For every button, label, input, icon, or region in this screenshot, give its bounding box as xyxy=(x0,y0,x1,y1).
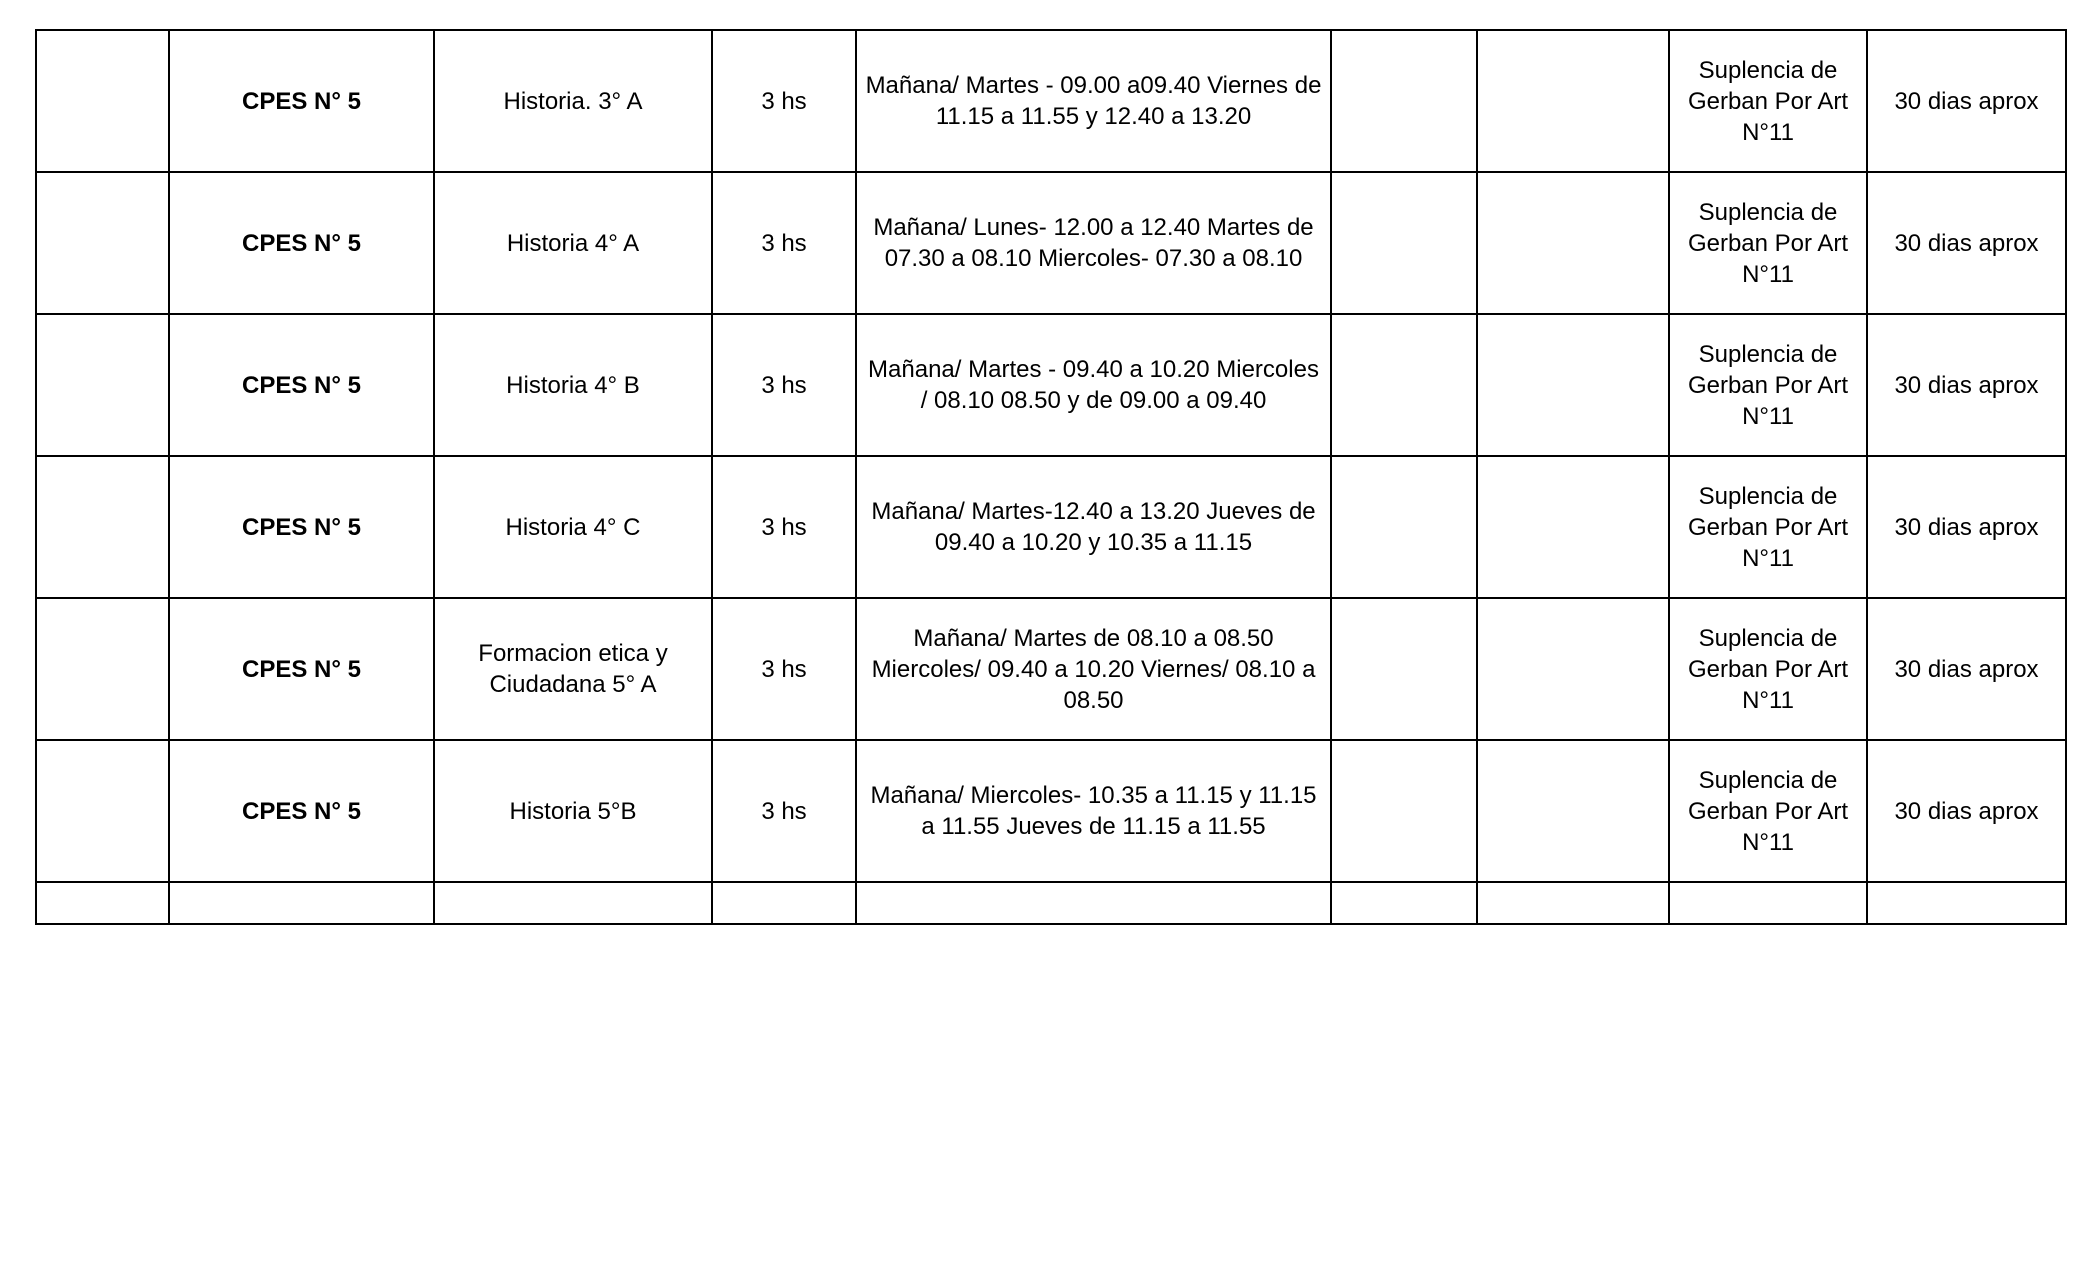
table-row xyxy=(36,172,2066,314)
empty-cell xyxy=(36,30,169,172)
empty-cell xyxy=(36,882,169,924)
empty-cell xyxy=(1867,882,2066,924)
hours-cell: 3 hs xyxy=(712,30,856,172)
table-row xyxy=(36,30,2066,172)
empty-row xyxy=(36,882,2066,924)
reason-cell: Suplencia de Gerban Por Art N°11 xyxy=(1669,598,1867,740)
schedule-cell: Mañana/ Martes - 09.00 a09.40 Viernes de 11.15 a 11.55 y 12.40 a 13.20 xyxy=(856,30,1331,172)
duration-cell: 30 dias aprox xyxy=(1867,456,2066,598)
empty-cell xyxy=(1331,172,1477,314)
subject-cell: Historia. 3° A xyxy=(434,30,712,172)
schedule-cell: Mañana/ Miercoles- 10.35 a 11.15 y 11.15 a 11.55 Jueves de 11.15 a 11.55 xyxy=(856,740,1331,882)
subject-cell: Historia 5°B xyxy=(434,740,712,882)
subject-cell: Historia 4° B xyxy=(434,314,712,456)
empty-cell xyxy=(1477,740,1669,882)
duration-cell: 30 dias aprox xyxy=(1867,172,2066,314)
duration-cell: 30 dias aprox xyxy=(1867,740,2066,882)
duration-cell: 30 dias aprox xyxy=(1867,314,2066,456)
school-cell: CPES N° 5 xyxy=(169,598,434,740)
empty-cell xyxy=(1331,598,1477,740)
empty-cell xyxy=(1477,598,1669,740)
duration-cell: 30 dias aprox xyxy=(1867,598,2066,740)
hours-cell: 3 hs xyxy=(712,314,856,456)
empty-cell xyxy=(36,456,169,598)
empty-cell xyxy=(36,314,169,456)
empty-cell xyxy=(1477,456,1669,598)
table-row xyxy=(36,740,2066,882)
empty-cell xyxy=(712,882,856,924)
table-row xyxy=(36,314,2066,456)
reason-cell: Suplencia de Gerban Por Art N°11 xyxy=(1669,172,1867,314)
empty-cell xyxy=(1331,30,1477,172)
schedule-table xyxy=(35,29,2067,925)
empty-cell xyxy=(36,172,169,314)
school-cell: CPES N° 5 xyxy=(169,456,434,598)
empty-cell xyxy=(1477,314,1669,456)
subject-cell: Historia 4° C xyxy=(434,456,712,598)
empty-cell xyxy=(1477,30,1669,172)
empty-cell xyxy=(36,740,169,882)
reason-cell: Suplencia de Gerban Por Art N°11 xyxy=(1669,740,1867,882)
school-cell: CPES N° 5 xyxy=(169,740,434,882)
school-cell: CPES N° 5 xyxy=(169,30,434,172)
subject-cell: Formacion etica y Ciudadana 5° A xyxy=(434,598,712,740)
schedule-cell: Mañana/ Martes-12.40 a 13.20 Jueves de 09.40 a 10.20 y 10.35 a 11.15 xyxy=(856,456,1331,598)
empty-cell xyxy=(36,598,169,740)
empty-cell xyxy=(1477,882,1669,924)
table-row xyxy=(36,598,2066,740)
table-row xyxy=(36,456,2066,598)
empty-cell xyxy=(1331,882,1477,924)
schedule-cell: Mañana/ Martes de 08.10 a 08.50 Miercoles/ 09.40 a 10.20 Viernes/ 08.10 a 08.50 xyxy=(856,598,1331,740)
school-cell: CPES N° 5 xyxy=(169,314,434,456)
school-cell: CPES N° 5 xyxy=(169,172,434,314)
reason-cell: Suplencia de Gerban Por Art N°11 xyxy=(1669,314,1867,456)
hours-cell: 3 hs xyxy=(712,740,856,882)
reason-cell: Suplencia de Gerban Por Art N°11 xyxy=(1669,456,1867,598)
hours-cell: 3 hs xyxy=(712,172,856,314)
reason-cell: Suplencia de Gerban Por Art N°11 xyxy=(1669,30,1867,172)
empty-cell xyxy=(1669,882,1867,924)
empty-cell xyxy=(169,882,434,924)
hours-cell: 3 hs xyxy=(712,598,856,740)
empty-cell xyxy=(1331,456,1477,598)
empty-cell xyxy=(856,882,1331,924)
schedule-cell: Mañana/ Lunes- 12.00 a 12.40 Martes de 07.30 a 08.10 Miercoles- 07.30 a 08.10 xyxy=(856,172,1331,314)
duration-cell: 30 dias aprox xyxy=(1867,30,2066,172)
empty-cell xyxy=(1331,314,1477,456)
subject-cell: Historia 4° A xyxy=(434,172,712,314)
schedule-cell: Mañana/ Martes - 09.40 a 10.20 Miercoles / 08.10 08.50 y de 09.00 a 09.40 xyxy=(856,314,1331,456)
empty-cell xyxy=(1477,172,1669,314)
hours-cell: 3 hs xyxy=(712,456,856,598)
empty-cell xyxy=(434,882,712,924)
empty-cell xyxy=(1331,740,1477,882)
